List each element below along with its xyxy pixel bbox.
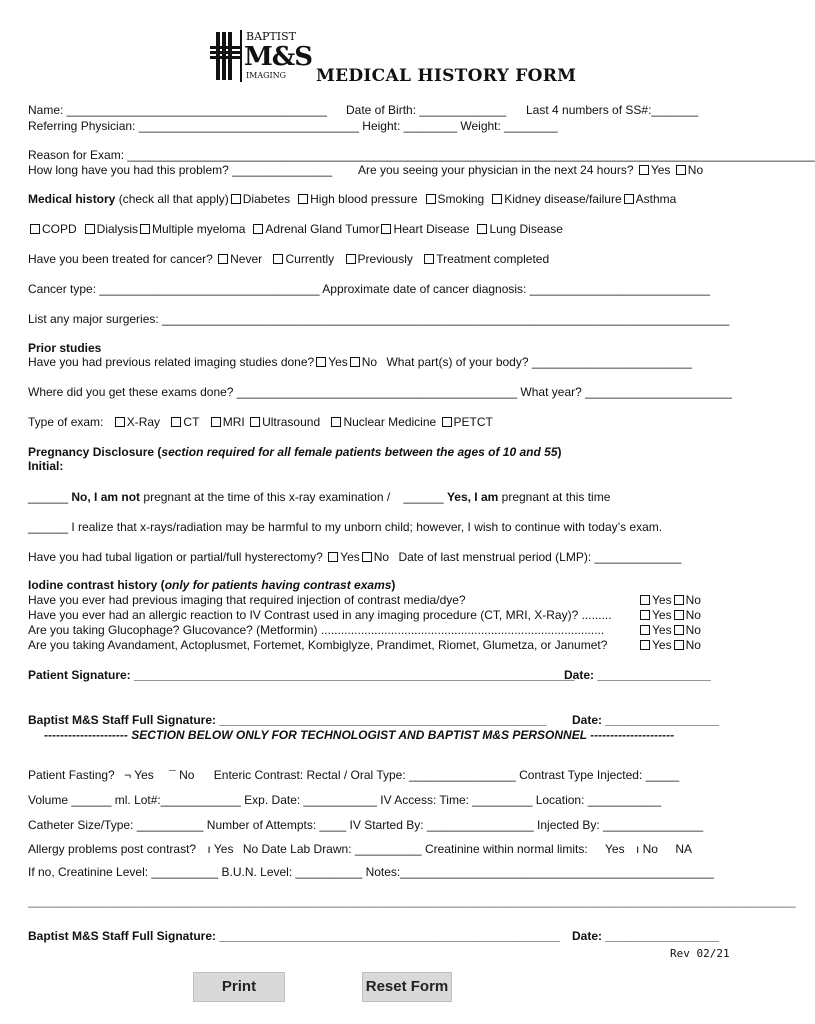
medical-history-row-1 [28, 192, 676, 206]
creatinine-row[interactable]: If no, Creatinine Level: __________ B.U.N. Level: __________ Notes:_______________________________________________ [28, 865, 714, 879]
iodine-q2-options [638, 608, 701, 622]
exam-location-field[interactable]: Where did you get these exams done? __________________________________________ What year? ______________________ [28, 385, 732, 399]
fasting-yes-label: Yes [134, 768, 154, 782]
iodine-q3: Are you taking Glucophage? Glucovance? (Metformin) ..................................................................................... [28, 623, 605, 637]
iodine-q1: Have you ever had previous imaging that required injection of contrast media/dye? [28, 593, 466, 607]
pregnancy-heading [28, 445, 562, 459]
tubal-yes-checkbox[interactable] [328, 552, 338, 562]
heart-label: Heart Disease [393, 222, 470, 236]
seeing-yes-label: Yes [650, 163, 671, 177]
pregnancy-heading-close: ) [557, 445, 562, 459]
staff-signature-field[interactable]: Baptist M&S Staff Full Signature: _________________________________________________ [28, 713, 547, 727]
how-long-field[interactable]: How long have you had this problem? _______________ [28, 163, 333, 177]
iodine-note: only for patients having contrast exams [164, 578, 392, 592]
medical-history-row-2 [28, 222, 563, 236]
fasting-yes-mark[interactable]: ¬ [124, 768, 132, 782]
initial-label: Initial: [28, 459, 64, 473]
revision-label: Rev 02/21 [670, 947, 730, 960]
fasting-row [28, 768, 679, 782]
lab-drawn-field[interactable]: No Date Lab Drawn: __________ Creatinine within normal limits: [242, 842, 588, 856]
radiation-acknowledgment[interactable]: ______ I realize that x-rays/radiation may be harmful to my unborn child; however, I wish to continue with today’s exam. [28, 520, 663, 534]
petct-label: PETCT [453, 415, 493, 429]
completed-checkbox[interactable] [424, 254, 434, 264]
logo-line-2: M&S [244, 42, 313, 72]
tubal-row [28, 550, 681, 564]
iodine-q4-options [638, 638, 701, 652]
tubal-yes-label: Yes [340, 550, 360, 564]
nuclear-label: Nuclear Medicine [343, 415, 437, 429]
q3-no-label: No [685, 623, 701, 637]
seeing-physician-label: Are you seeing your physician in the next 24 hours? [358, 163, 634, 177]
iodine-heading-close: ) [391, 578, 396, 592]
pregnant-text: pregnant at this time [501, 490, 611, 504]
catheter-row[interactable]: Catheter Size/Type: __________ Number of Attempts: ____ IV Started By: ________________ Injected By: _______________ [28, 818, 704, 832]
copd-checkbox[interactable] [30, 224, 40, 234]
mri-label: MRI [222, 415, 245, 429]
logo-line-1: BAPTIST [246, 30, 296, 43]
q2-yes-checkbox[interactable] [640, 610, 650, 620]
never-checkbox[interactable] [218, 254, 228, 264]
fasting-no-mark[interactable]: ¯ [169, 768, 176, 782]
previously-checkbox[interactable] [346, 254, 356, 264]
lung-checkbox[interactable] [477, 224, 487, 234]
exam-type-label: Type of exam: [28, 415, 104, 429]
tubal-no-checkbox[interactable] [362, 552, 372, 562]
q2-yes-label: Yes [652, 608, 672, 622]
allergy-yes-mark[interactable]: ı [207, 842, 211, 856]
asthma-label: Asthma [635, 192, 677, 206]
kidney-checkbox[interactable] [492, 194, 502, 204]
smoking-checkbox[interactable] [426, 194, 436, 204]
staff-signature-date[interactable]: Date: _________________ [572, 713, 719, 727]
pregnant-initial-field[interactable]: ______ [403, 490, 444, 504]
asthma-checkbox[interactable] [624, 194, 634, 204]
copd-label: COPD [42, 222, 77, 236]
cancer-type-field[interactable]: Cancer type: _________________________________ Approximate date of cancer diagnosis: ___________________________ [28, 282, 710, 296]
creatinine-no-label[interactable]: No [642, 842, 658, 856]
adrenal-checkbox[interactable] [253, 224, 263, 234]
currently-label: Currently [285, 252, 335, 266]
myeloma-label: Multiple myeloma [152, 222, 246, 236]
fasting-label: Patient Fasting? [28, 768, 115, 782]
heart-checkbox[interactable] [381, 224, 391, 234]
allergy-label: Allergy problems post contrast? [28, 842, 197, 856]
ct-label: CT [183, 415, 200, 429]
dob-field[interactable]: Date of Birth: _____________ [346, 103, 507, 117]
kidney-label: Kidney disease/failure [504, 192, 622, 206]
lmp-field[interactable]: Date of last menstrual period (LMP): _____________ [398, 550, 682, 564]
iodine-heading [28, 578, 395, 592]
notes-continuation-line[interactable]: ___________________________________________________________________________________________________________________ [28, 894, 796, 908]
smoking-label: Smoking [437, 192, 485, 206]
baptist-ms-imaging-logo [210, 30, 314, 82]
reason-field[interactable]: Reason for Exam: _______________________________________________________________________________________________________ [28, 148, 815, 162]
diabetes-label: Diabetes [242, 192, 291, 206]
adrenal-label: Adrenal Gland Tumor [265, 222, 380, 236]
body-part-field[interactable]: What part(s) of your body? ________________________ [386, 355, 693, 369]
q4-no-label: No [685, 638, 701, 652]
xray-label: X-Ray [126, 415, 161, 429]
prior-yes-checkbox[interactable] [316, 357, 326, 367]
iodine-heading-text: Iodine contrast history ( [28, 578, 165, 592]
nuclear-checkbox[interactable] [331, 417, 341, 427]
dialysis-checkbox[interactable] [85, 224, 95, 234]
q3-yes-label: Yes [652, 623, 672, 637]
creatinine-na-label[interactable]: NA [675, 842, 692, 856]
q4-no-checkbox[interactable] [674, 640, 684, 650]
hbp-checkbox[interactable] [298, 194, 308, 204]
pregnancy-status-row [28, 490, 610, 504]
q2-no-label: No [685, 608, 701, 622]
seeing-no-checkbox[interactable] [676, 165, 686, 175]
q3-yes-checkbox[interactable] [640, 625, 650, 635]
mri-checkbox[interactable] [211, 417, 221, 427]
iodine-q2: Have you ever had an allergic reaction to IV Contrast used in any imaging procedure (CT, MRI, X-Ray)? ......... [28, 608, 612, 622]
logo-line-3: IMAGING [246, 71, 287, 80]
ssn-field[interactable]: Last 4 numbers of SS#:_______ [526, 103, 699, 117]
form-title: MEDICAL HISTORY FORM [316, 66, 577, 86]
completed-label: Treatment completed [436, 252, 550, 266]
creatinine-yes-label[interactable]: Yes [605, 842, 625, 856]
volume-row[interactable]: Volume ______ ml. Lot#:____________ Exp. Date: ___________ IV Access: Time: _________ Location: ___________ [28, 793, 662, 807]
fasting-no-label: No [179, 768, 195, 782]
ultrasound-label: Ultrasound [262, 415, 321, 429]
name-field[interactable]: Name: _______________________________________ [28, 103, 327, 117]
seeing-yes-checkbox[interactable] [639, 165, 649, 175]
ultrasound-checkbox[interactable] [250, 417, 260, 427]
q4-yes-checkbox[interactable] [640, 640, 650, 650]
enteric-contrast-field[interactable]: Enteric Contrast: Rectal / Oral [213, 768, 374, 782]
q2-no-checkbox[interactable] [674, 610, 684, 620]
q1-yes-checkbox[interactable] [640, 595, 650, 605]
cancer-question: Have you been treated for cancer? [28, 252, 213, 266]
seeing-physician-question [358, 163, 703, 177]
seeing-no-label: No [687, 163, 704, 177]
prior-yes-label: Yes [328, 355, 348, 369]
hbp-label: High blood pressure [310, 192, 418, 206]
tubal-question: Have you had tubal ligation or partial/full hysterectomy? [28, 550, 323, 564]
medical-history-hint: (check all that apply) [118, 192, 229, 206]
not-pregnant-initial-field[interactable]: ______ [28, 490, 69, 504]
q1-no-checkbox[interactable] [674, 595, 684, 605]
pregnant-bold: Yes, I am [446, 490, 499, 504]
iodine-q1-options [638, 593, 701, 607]
patient-signature-field[interactable]: Patient Signature: __________________________________________________________________ [28, 668, 575, 682]
q1-yes-label: Yes [652, 593, 672, 607]
q3-no-checkbox[interactable] [674, 625, 684, 635]
staff-signature-2-date[interactable]: Date: _________________ [572, 929, 719, 943]
pregnancy-heading-text: Pregnancy Disclosure ( [28, 445, 162, 459]
never-label: Never [230, 252, 263, 266]
surgeries-field[interactable]: List any major surgeries: _____________________________________________________________________________________ [28, 312, 730, 326]
diabetes-checkbox[interactable] [231, 194, 241, 204]
tubal-no-label: No [373, 550, 390, 564]
myeloma-checkbox[interactable] [140, 224, 150, 234]
staff-signature-2-field[interactable]: Baptist M&S Staff Full Signature: ___________________________________________________ [28, 929, 560, 943]
currently-checkbox[interactable] [273, 254, 283, 264]
allergy-yes-label: Yes [213, 842, 234, 856]
petct-checkbox[interactable] [442, 417, 452, 427]
iodine-q4: Are you taking Avandament, Actoplusmet, Fortemet, Kombiglyze, Prandimet, Riomet, Glumetza, or Janumet? [28, 638, 608, 652]
prior-no-label: No [361, 355, 378, 369]
creatinine-no-mark[interactable]: ı [635, 842, 640, 856]
prior-studies-heading: Prior studies [28, 341, 102, 355]
contrast-type-field[interactable]: Type: ________________ Contrast Type Injected: _____ [376, 768, 679, 782]
exam-type-row [28, 415, 493, 429]
xray-checkbox[interactable] [115, 417, 125, 427]
allergy-row [28, 842, 692, 856]
q4-yes-label: Yes [652, 638, 672, 652]
not-pregnant-text: pregnant at the time of this x-ray examination / [143, 490, 391, 504]
patient-row-1 [28, 103, 327, 117]
technologist-section-banner: --------------------- SECTION BELOW ONLY FOR TECHNOLOGIST AND BAPTIST M&S PERSONNEL --------------------- [44, 728, 675, 742]
referring-physician-field[interactable]: Referring Physician: _________________________________ Height: ________ Weight: ________ [28, 119, 558, 133]
lung-label: Lung Disease [489, 222, 563, 236]
prior-question: Have you had previous related imaging studies done? [28, 355, 315, 369]
prior-studies-row [28, 355, 692, 369]
patient-signature-date[interactable]: Date: _________________ [564, 668, 711, 682]
cancer-treatment-row [28, 252, 549, 266]
dialysis-label: Dialysis [96, 222, 139, 236]
iodine-q3-options [638, 623, 701, 637]
ct-checkbox[interactable] [171, 417, 181, 427]
pregnancy-note: section required for all female patients between the ages of 10 and 55 [161, 445, 558, 459]
reset-form-button[interactable]: Reset Form [362, 972, 452, 1002]
print-button[interactable]: Print [193, 972, 285, 1002]
medical-history-label: Medical history [28, 192, 116, 206]
prior-no-checkbox[interactable] [350, 357, 360, 367]
previously-label: Previously [357, 252, 413, 266]
not-pregnant-bold: No, I am not [71, 490, 141, 504]
q1-no-label: No [685, 593, 701, 607]
